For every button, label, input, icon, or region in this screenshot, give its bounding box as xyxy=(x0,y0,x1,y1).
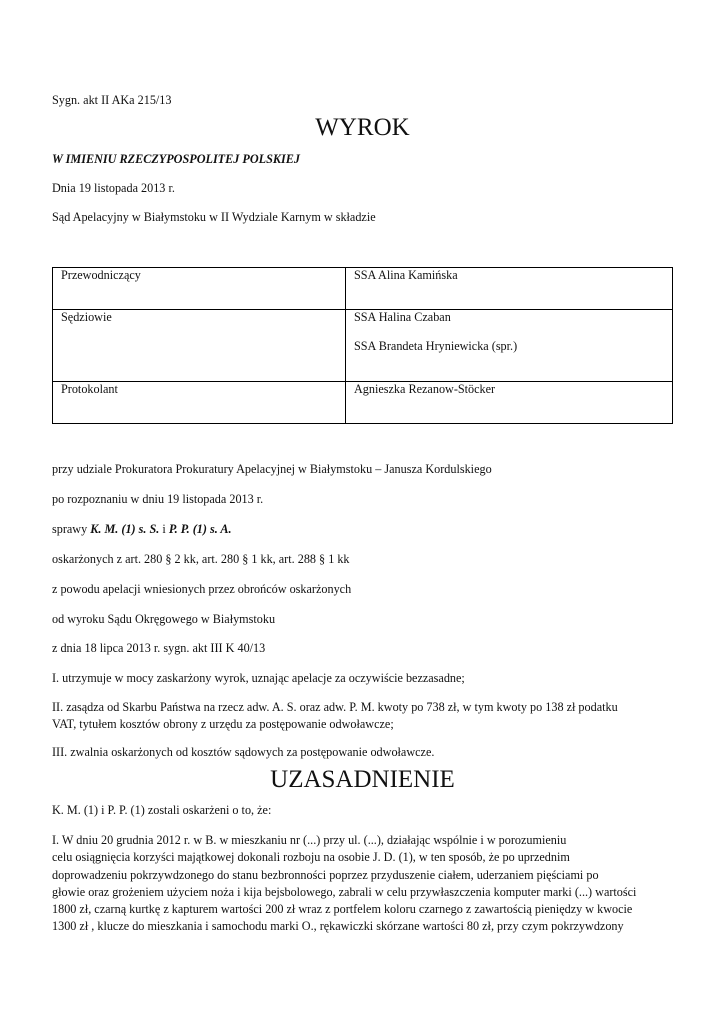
paragraph-line: głowie oraz grożeniem użyciem noża i kija bejsbolowego, zabrali w celu przywłaszczenia komputer marki (...) wartości xyxy=(52,884,637,899)
paragraph-line: doprowadzeniu pokrzywdzonego do stanu bezbronności poprzez przyduszenie ciałem, uderzaniem pięściami po xyxy=(52,867,599,882)
paragraph-line: celu osiągnięcia korzyści majątkowej dokonali rozboju na osobie J. D. (1), w ten sposób, że po uprzednim xyxy=(52,850,570,865)
judge-name: SSA Halina Czaban xyxy=(354,310,451,324)
case-prefix: sprawy xyxy=(52,522,91,536)
ruling-point-2-line-2: VAT, tytułem kosztów obrony z urzędu za postępowanie odwoławcze; xyxy=(52,717,394,731)
table-row xyxy=(53,382,673,424)
court-panel-table xyxy=(52,267,673,424)
ruling-point-3: III. zwalnia oskarżonych od kosztów sądowych za postępowanie odwoławcze. xyxy=(52,745,435,759)
document-title: WYROK xyxy=(315,114,410,141)
judgment-from-line: od wyroku Sądu Okręgowego w Białymstoku xyxy=(52,612,276,626)
paragraph-line: I. W dniu 20 grudnia 2012 r. w B. w mieszkaniu nr (...) przy ul. (...), działając wspólnie i w porozumieniu xyxy=(52,833,567,847)
justification-title: UZASADNIENIE xyxy=(270,766,455,793)
justification-paragraph xyxy=(52,832,673,936)
judgment-date: Dnia 19 listopada 2013 r. xyxy=(52,181,175,195)
clerk-name: Agnieszka Rezanow-Stöcker xyxy=(346,382,673,424)
case-signature: Sygn. akt II AKa 215/13 xyxy=(52,93,172,107)
paragraph-line: 1800 zł, czarną kurtkę z kapturem wartości 200 zł wraz z portfelem koloru czarnego z zawartością pieniędzy w kwocie xyxy=(52,902,633,917)
document-subtitle: W IMIENIU RZECZYPOSPOLITEJ POLSKIEJ xyxy=(52,152,300,166)
paragraph-line: 1300 zł , klucze do mieszkania i samochodu marki O., rękawiczki skórzane wartości 80 zł, przy czym pokrzywdzony xyxy=(52,919,624,934)
ruling-point-2-line-1: II. zasądza od Skarbu Państwa na rzecz adw. A. S. oraz adw. P. M. kwoty po 738 zł, w tym kwoty po 138 zł podatku xyxy=(52,700,618,714)
judge-name: SSA Brandeta Hryniewicka (spr.) xyxy=(354,339,518,353)
table-row xyxy=(53,310,673,382)
conjunction: i xyxy=(159,522,169,536)
judges-cell xyxy=(346,310,673,382)
prosecutor-line: przy udziale Prokuratora Prokuratury Apelacyjnej w Białymstoku – Janusza Kordulskiego xyxy=(52,462,492,476)
charges-line: oskarżonych z art. 280 § 2 kk, art. 280 § 1 kk, art. 288 § 1 kk xyxy=(52,552,350,566)
hearing-line: po rozpoznaniu w dniu 19 listopada 2013 r. xyxy=(52,492,264,506)
case-line xyxy=(52,522,232,537)
judgment-date-line: z dnia 18 lipca 2013 r. sygn. akt III K 40/13 xyxy=(52,641,266,655)
justification-intro: K. M. (1) i P. P. (1) zostali oskarżeni o to, że: xyxy=(52,803,272,817)
defendant-name: K. M. (1) s. S. xyxy=(90,522,160,536)
appeal-line: z powodu apelacji wniesionych przez obrońców oskarżonych xyxy=(52,582,352,596)
chair-label: Przewodniczący xyxy=(53,268,346,310)
table-row xyxy=(53,268,673,310)
clerk-label: Protokolant xyxy=(53,382,346,424)
court-name: Sąd Apelacyjny w Białymstoku w II Wydziale Karnym w składzie xyxy=(52,210,376,224)
defendant-name: P. P. (1) s. A. xyxy=(168,522,232,536)
ruling-point-1: I. utrzymuje w mocy zaskarżony wyrok, uznając apelacje za oczywiście bezzasadne; xyxy=(52,671,465,685)
chair-name: SSA Alina Kamińska xyxy=(346,268,673,310)
judges-label: Sędziowie xyxy=(53,310,346,382)
